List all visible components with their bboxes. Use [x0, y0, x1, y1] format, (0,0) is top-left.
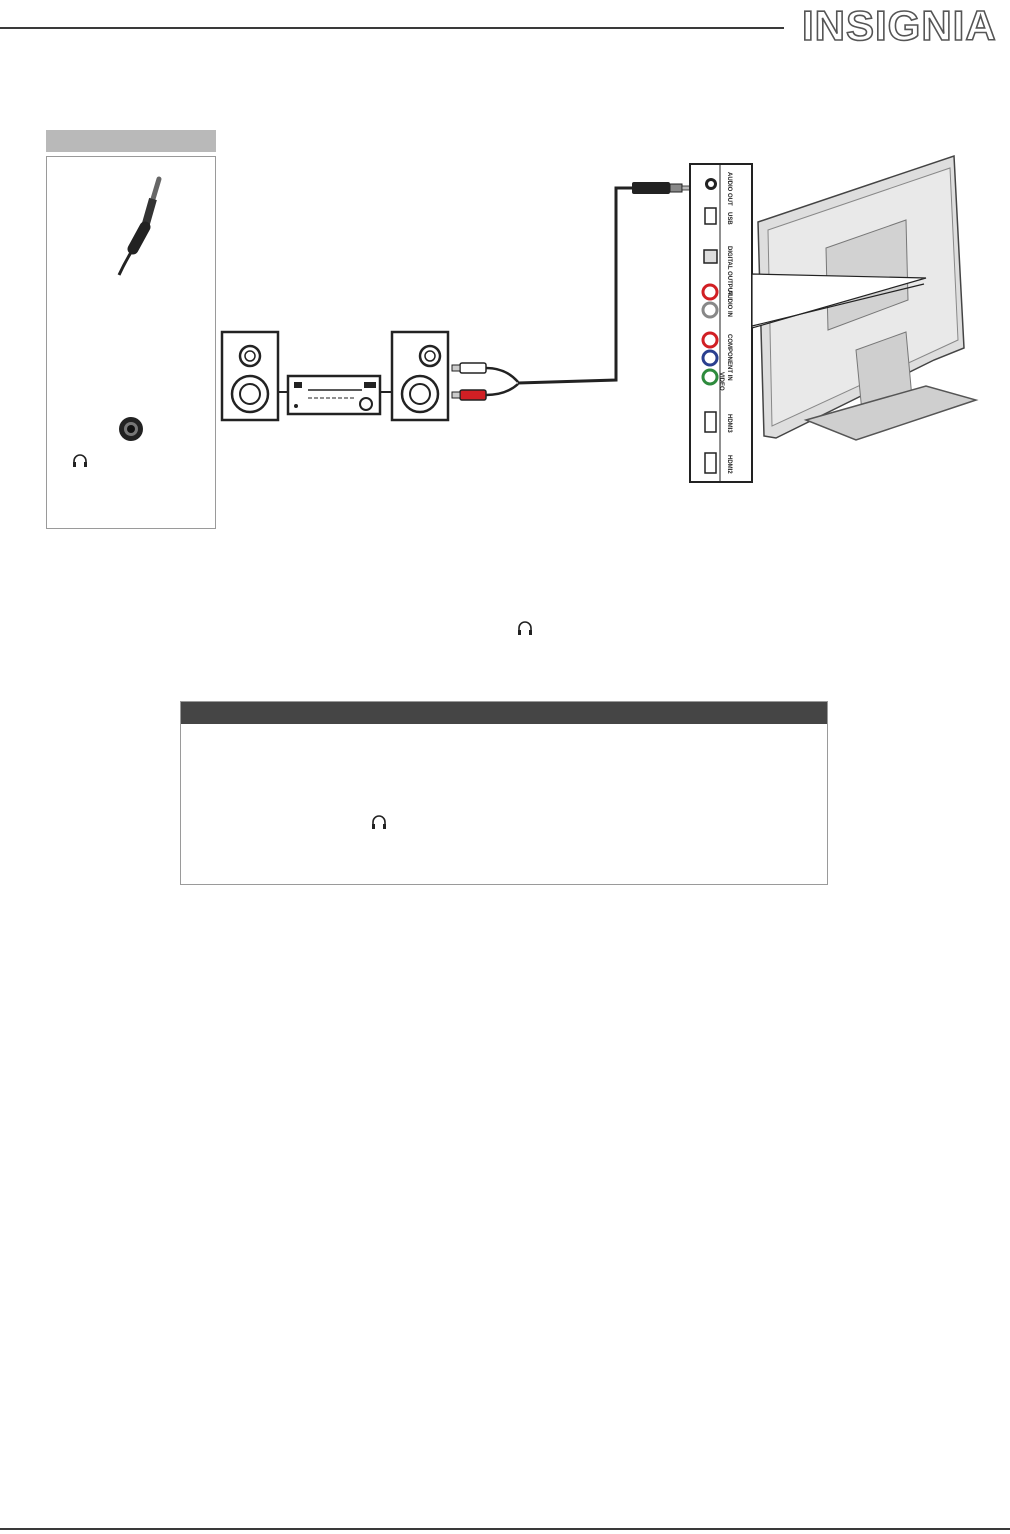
svg-text:AUDIO IN: AUDIO IN — [726, 290, 732, 317]
svg-text:DIGITAL OUTPUT: DIGITAL OUTPUT — [726, 246, 732, 296]
connection-diagram — [216, 150, 1010, 500]
note-header-bar — [181, 702, 827, 724]
header-rule — [0, 27, 784, 29]
right-speaker — [392, 332, 448, 420]
sidebar-header — [46, 130, 216, 152]
brand-logo — [800, 2, 1005, 48]
stereo-receiver — [278, 376, 392, 414]
svg-text:HDMI2: HDMI2 — [726, 455, 732, 474]
minijack-plug — [632, 182, 692, 194]
svg-text:VIDEO: VIDEO — [718, 372, 724, 391]
audio-cable — [518, 188, 632, 383]
svg-text:USB: USB — [726, 212, 732, 225]
inline-headphone-icon — [517, 620, 533, 638]
left-speaker — [222, 332, 278, 420]
white-rca-plug — [452, 363, 518, 382]
note-headphone-icon — [371, 814, 387, 832]
tv-side-panel — [690, 164, 752, 482]
sidebar-connector-box — [46, 156, 216, 529]
headphone-icon — [73, 455, 87, 467]
audio-jack-icon — [119, 417, 143, 441]
svg-text:COMPONENT IN: COMPONENT IN — [726, 334, 732, 381]
footer-rule — [0, 1528, 1010, 1530]
note-box — [180, 701, 828, 885]
svg-text:HDMI3: HDMI3 — [726, 414, 732, 433]
red-rca-plug — [452, 384, 518, 400]
tv-rear-view — [752, 156, 976, 440]
svg-text:INSIGNIA: INSIGNIA — [802, 2, 997, 48]
audio-plug-icon — [119, 179, 159, 275]
svg-text:AUDIO OUT: AUDIO OUT — [726, 172, 732, 206]
